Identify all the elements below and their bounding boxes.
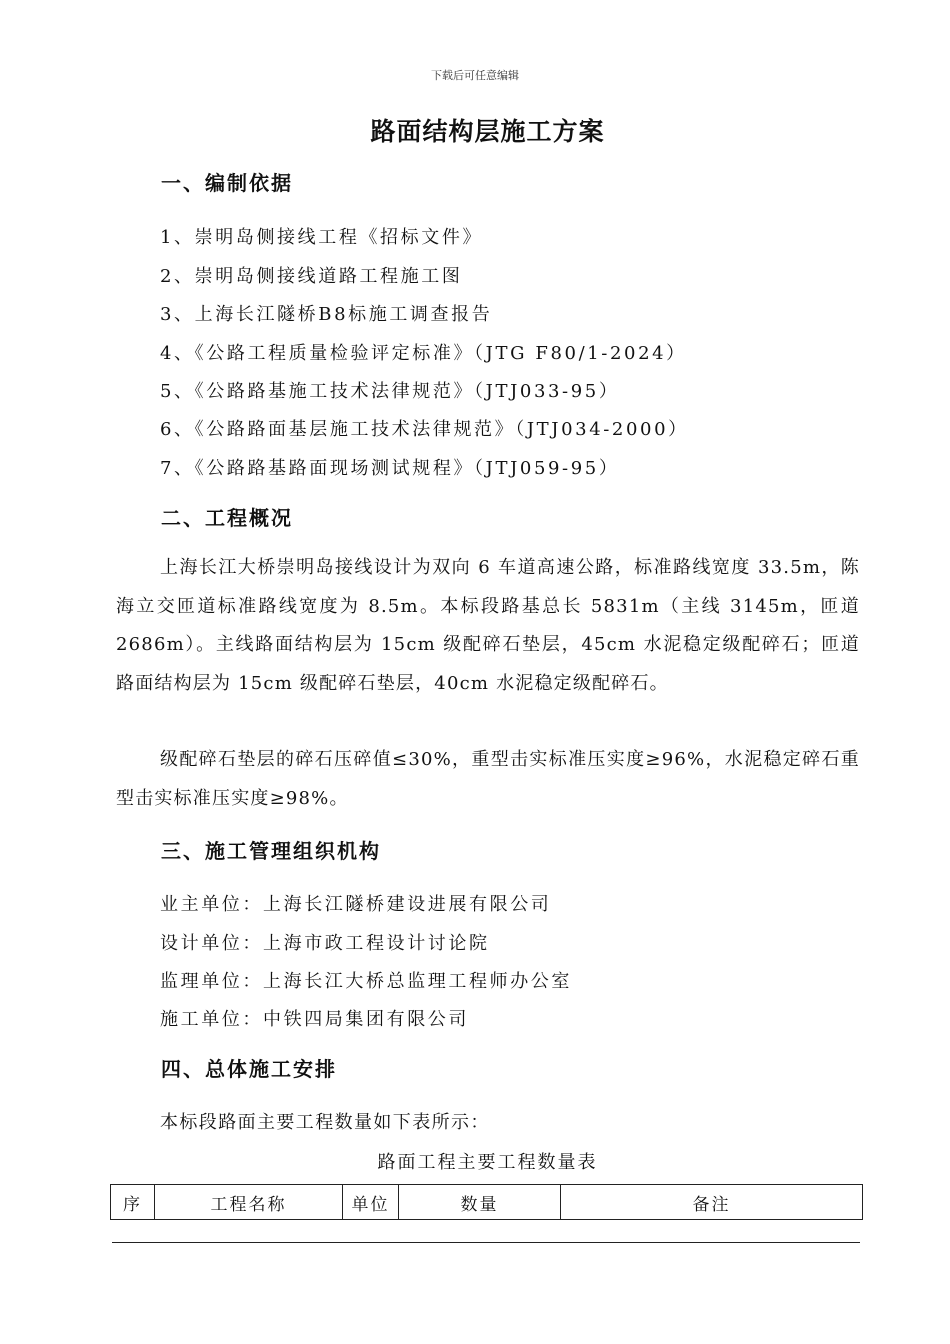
- basis-item: 3、上海长江隧桥B8标施工调查报告: [160, 304, 493, 325]
- section4-heading: 四、总体施工安排: [161, 1057, 337, 1081]
- table-header-cell: 备注: [561, 1185, 863, 1220]
- basis-item: 7、《公路路基路面现场测试规程》（JTJ059-95）: [160, 458, 620, 479]
- section3-heading: 三、施工管理组织机构: [161, 839, 381, 863]
- quantity-table: [110, 1184, 863, 1220]
- table-header-row: [111, 1185, 863, 1220]
- table-intro: 本标段路面主要工程数量如下表所示：: [160, 1112, 490, 1133]
- table-header-cell: 数量: [399, 1185, 561, 1220]
- org-item: 监理单位：上海长江大桥总监理工程师办公室: [160, 971, 572, 992]
- header-note: 下载后可任意编辑: [431, 69, 519, 82]
- basis-item: 6、《公路路面基层施工技术法律规范》（JTJ034-2000）: [160, 419, 689, 440]
- table-header-cell: 序: [111, 1185, 155, 1220]
- basis-item: 2、崇明岛侧接线道路工程施工图: [160, 266, 463, 287]
- table-header-cell: 工程名称: [155, 1185, 343, 1220]
- basis-item: 5、《公路路基施工技术法律规范》（JTJ033-95）: [160, 381, 620, 402]
- overview-paragraph: 上海长江大桥崇明岛接线设计为双向 6 车道高速公路，标准路线宽度 33.5m，陈海立交匝道标准路线宽度为 8.5m。本标段路基总长 5831m（主线 3145m，匝道 2686m）。主线路面结构层为 15cm 级配碎石垫层，45cm 水泥稳定级配碎石；匝道路面结构层为 15cm 级配碎石垫层，40cm 水泥稳定级配碎石。: [116, 557, 860, 694]
- table-caption: 路面工程主要工程数量表: [377, 1152, 598, 1173]
- document-title: 路面结构层施工方案: [370, 117, 605, 146]
- org-item: 施工单位：中铁四局集团有限公司: [160, 1009, 469, 1030]
- basis-item: 1、崇明岛侧接线工程《招标文件》: [160, 227, 484, 248]
- org-item: 业主单位：上海长江隧桥建设进展有限公司: [160, 894, 552, 915]
- org-item: 设计单位：上海市政工程设计讨论院: [160, 933, 490, 954]
- table-header-cell: 单位: [343, 1185, 399, 1220]
- section1-heading: 一、编制依据: [161, 171, 293, 195]
- section2-heading: 二、工程概况: [161, 506, 293, 530]
- footer-rule: [112, 1242, 860, 1243]
- overview-paragraph: 级配碎石垫层的碎石压碎值≤30%，重型击实标准压实度≥96%，水泥稳定碎石重型击实标准压实度≥98%。: [116, 749, 860, 809]
- basis-item: 4、《公路工程质量检验评定标准》（JTG F80/1-2024）: [160, 343, 687, 364]
